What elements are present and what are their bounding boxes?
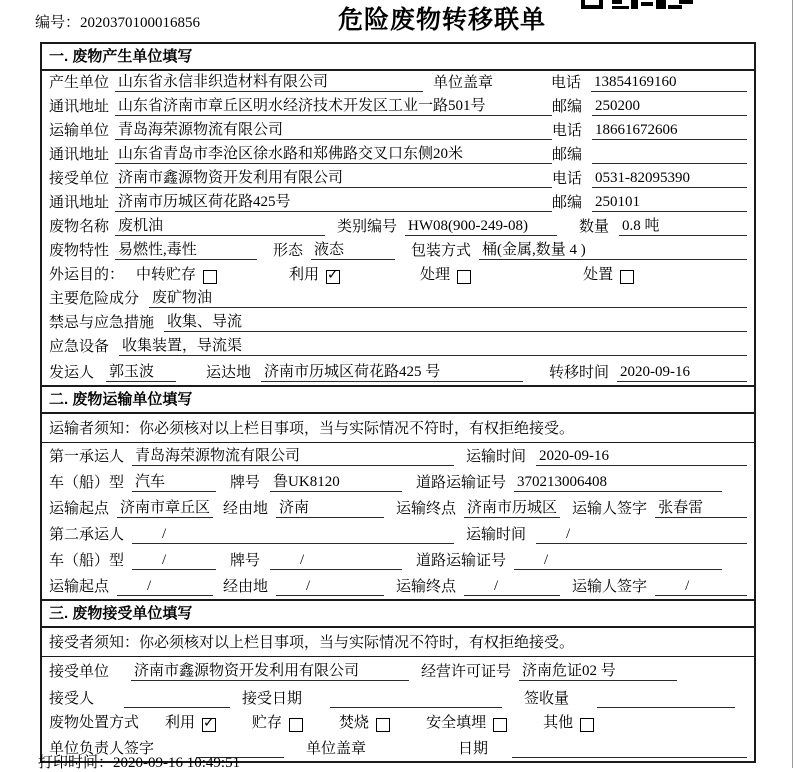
checkbox-liyong [326,270,340,284]
sign2-label: 运输人签字 [572,579,648,595]
via1-label: 经由地 [223,501,269,517]
vehicle2-label: 车（船）型 [49,553,125,569]
transfer-time-value: 2020-09-16 [617,362,747,382]
section-receiver [42,599,754,761]
receiver-seal-label: 单位盖章 [306,741,367,757]
row-hazard [42,287,754,311]
date-label: 日期 [458,741,489,757]
row-producer [42,71,754,95]
checkbox-disposal-qita [580,718,594,732]
transporter-label: 运输单位 [49,123,110,139]
phone1-label: 电话 [550,75,581,91]
end2-label: 运输终点 [396,579,457,595]
phone1-value: 13854169160 [591,72,747,92]
phone2-label: 电话 [552,123,583,139]
addr1-label: 通讯地址 [49,99,110,115]
addr3-value: 济南市历城区荷花路425号 [115,192,552,212]
row-shipper [42,359,754,385]
row-purpose [42,263,754,287]
vehicle2-value: / [132,550,216,570]
row-acceptor [42,684,754,711]
addr3-label: 通讯地址 [49,195,110,211]
acceptor-value [124,688,230,708]
waste-name-value: 废机油 [115,216,325,236]
packaging-value: 桶(金属,数量 4 ) [479,240,747,260]
row-transporter-address [42,143,754,167]
origin2-value: / [117,576,213,596]
origin1-label: 运输起点 [49,501,110,517]
row-vehicle1 [42,469,754,495]
qr-code-fragment [581,0,699,9]
destination-label: 运达地 [206,365,252,381]
phone3-value: 0531-82095390 [592,168,747,188]
license2-value: / [514,550,722,570]
zip2-label: 邮编 [552,147,583,163]
waste-name-label: 废物名称 [49,219,110,235]
row-route2 [42,573,754,599]
date-value [512,738,747,758]
producer-label: 产生单位 [49,75,110,91]
row-carrier2 [42,521,754,547]
zip3-value: 250101 [592,192,747,212]
hazard-label: 主要危险成分 [49,291,140,307]
time1-label: 运输时间 [466,449,527,465]
row-accept-unit [42,657,754,684]
equipment-label: 应急设备 [49,339,110,355]
origin2-label: 运输起点 [49,579,110,595]
checkbox-disposal-tianmai [493,718,507,732]
received-qty-value [597,688,735,708]
print-time-value: 2020-09-16 10:49:51 [113,755,241,771]
phone3-label: 电话 [552,171,583,187]
checkbox-chuli [457,270,471,284]
accept-date-label: 接受日期 [242,691,303,707]
sign2-value: / [655,576,747,596]
characteristics-label: 废物特性 [49,243,110,259]
category-label: 类别编号 [337,219,398,235]
checkbox-disposal-fenshao [376,718,390,732]
taboo-label: 禁忌与应急措施 [49,315,155,331]
origin1-value: 济南市章丘区 [117,498,213,518]
via2-label: 经由地 [223,579,269,595]
plate1-label: 牌号 [230,475,261,491]
end1-value: 济南市历城区 [464,498,560,518]
section1-heading: 一. 废物产生单位填写 [42,44,754,71]
carrier2-value: / [132,524,454,544]
transfer-time-label: 转移时间 [548,365,609,381]
addr1-value: 山东省济南市章丘区明水经济技术开发区工业一路501号 [115,96,552,116]
permit-value: 济南危证02 号 [519,661,677,681]
purpose-label: 外运目的： [49,267,125,283]
page-edge-line [792,0,793,768]
sign1-value: 张春雷 [655,498,747,518]
serial-label: 编号： [35,15,81,31]
receiver-notice-text: 接受者须知：你必须核对以上栏目事项，当与实际情况不符时，有权拒绝接受。 [49,635,575,651]
row-receiver-address [42,191,754,215]
row-equipment [42,335,754,359]
row-producer-address [42,95,754,119]
checkbox-disposal-liyong [202,718,216,732]
destination-value: 济南市历城区荷花路425 号 [261,362,523,382]
via2-value: / [276,576,384,596]
disposal-option-qita: 其他 [543,715,574,731]
carrier1-label: 第一承运人 [49,449,125,465]
sign1-label: 运输人签字 [572,501,648,517]
row-vehicle2 [42,547,754,573]
row-transporter-notice [42,414,754,443]
plate1-value: 鲁UK8120 [270,472,402,492]
receiver-value: 济南市鑫源物资开发利用有限公司 [115,168,552,188]
vehicle1-label: 车（船）型 [49,475,125,491]
accept-unit-label: 接受单位 [49,664,110,680]
carrier2-label: 第二承运人 [49,527,125,543]
checkbox-chuzhi [620,270,634,284]
phone2-value: 18661672606 [592,120,747,140]
time2-label: 运输时间 [466,527,527,543]
purpose-option-chuzhi: 处置 [583,267,614,283]
quantity-label: 数量 [578,219,609,235]
accept-date-value [330,688,502,708]
via1-value: 济南 [276,498,384,518]
disposal-label: 废物处置方式 [49,715,140,731]
row-taboo [42,311,754,335]
equipment-value: 收集装置，导流渠 [119,336,747,356]
license1-value: 370213006408 [514,472,722,492]
addr2-label: 通讯地址 [49,147,110,163]
hazard-value: 废矿物油 [149,288,747,308]
shipper-value: 郭玉波 [106,362,176,382]
section-transporter [42,385,754,599]
row-route1 [42,495,754,521]
row-disposal [42,711,754,735]
receiver-label: 接受单位 [49,171,110,187]
packaging-label: 包装方式 [411,243,472,259]
zip1-value: 250200 [592,96,747,116]
row-characteristics [42,239,754,263]
section-producer [42,44,754,385]
end1-label: 运输终点 [396,501,457,517]
row-waste-name [42,215,754,239]
responsible-sign-label: 单位负责人签字 [49,741,155,757]
purpose-option-chuli: 处理 [420,267,451,283]
section2-heading: 二. 废物运输单位填写 [42,387,754,414]
addr2-value: 山东省青岛市李沧区徐水路和郑佛路交叉口东侧20米 [115,144,552,164]
taboo-value: 收集、导流 [164,312,747,332]
disposal-option-liyong: 利用 [165,715,196,731]
license2-label: 道路运输证号 [416,553,507,569]
plate2-label: 牌号 [230,553,261,569]
zip1-label: 邮编 [552,99,583,115]
section3-heading: 三. 废物接受单位填写 [42,601,754,628]
license1-label: 道路运输证号 [416,475,507,491]
row-receiver [42,167,754,191]
checkbox-zhongzhuan [203,270,217,284]
row-carrier1 [42,443,754,469]
row-transporter [42,119,754,143]
carrier1-value: 青岛海荣源物流有限公司 [132,446,454,466]
disposal-option-tianmai: 安全填埋 [426,715,487,731]
vehicle1-value: 汽车 [132,472,216,492]
quantity-value: 0.8 吨 [619,216,747,236]
disposal-option-zhucun: 贮存 [252,715,283,731]
document-title: 危险废物转移联单 [337,6,546,34]
time2-value: / [536,524,747,544]
serial-number-line [35,11,200,32]
manifest-form [40,42,756,763]
permit-label: 经营许可证号 [421,664,512,680]
acceptor-label: 接受人 [49,691,95,707]
disposal-option-fenshao: 焚烧 [339,715,370,731]
serial-value: 2020370100016856 [80,15,201,31]
unit-seal-label: 单位盖章 [433,75,494,91]
received-qty-label: 签收量 [524,691,570,707]
purpose-option-zhongzhuan: 中转贮存 [136,267,197,283]
checkbox-disposal-zhucun [289,718,303,732]
end2-value: / [464,576,560,596]
producer-value: 山东省永信非织造材料有限公司 [115,72,423,92]
purpose-option-liyong: 利用 [289,267,320,283]
transporter-value: 青岛海荣源物流有限公司 [115,120,552,140]
zip3-label: 邮编 [552,195,583,211]
transporter-notice-text: 运输者须知：你必须核对以上栏目事项，当与实际情况不符时，有权拒绝接受。 [49,421,575,437]
shipper-label: 发运人 [49,365,95,381]
form-label: 形态 [273,243,304,259]
row-receiver-notice [42,628,754,657]
category-value: HW08(900-249-08) [405,216,557,236]
accept-unit-value: 济南市鑫源物资开发利用有限公司 [131,661,409,681]
plate2-value: / [270,550,402,570]
print-time-label: 打印时间： [38,755,114,771]
print-time-line [38,751,240,772]
characteristics-value: 易燃性,毒性 [115,240,257,260]
zip2-value [592,144,747,164]
form-value: 液态 [311,240,395,260]
time1-value: 2020-09-16 [536,446,747,466]
